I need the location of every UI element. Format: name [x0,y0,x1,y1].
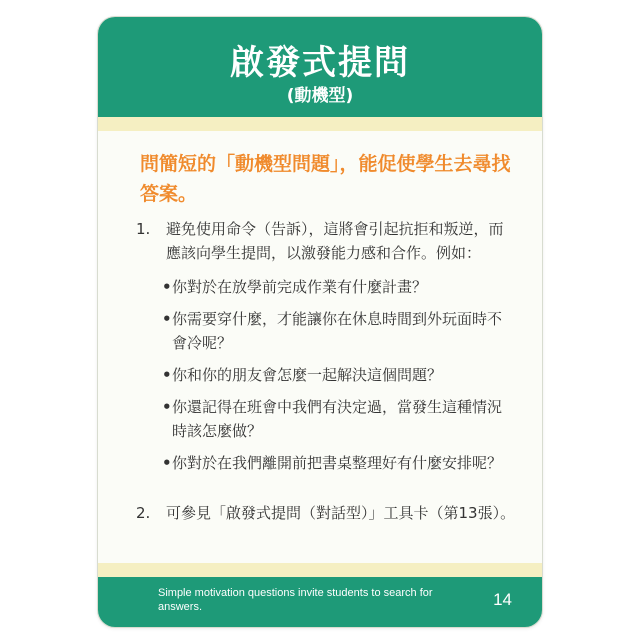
bullet-dot-icon: • [162,398,172,416]
bullet-text: 你對於在放學前完成作業有什麼計畫？ [172,278,428,296]
bullet-dot-icon: • [162,278,172,296]
numbered-list [136,217,516,525]
bullet-item [162,451,516,475]
footer-divider-strip [98,563,542,577]
card-footer [98,577,542,627]
bullet-text: 你需要穿什麼，才能讓你在休息時間到外玩面時不會冷呢？ [172,310,503,352]
list-item-1 [136,217,516,483]
list-number: 2. [136,504,151,522]
card-title: 啟發式提問 [230,43,410,83]
bullet-dot-icon: • [162,454,172,472]
list-item-text: 避免使用命令（告訴），這將會引起抗拒和叛逆，而應該向學生提問，以激發能力感和合作。例如： [166,220,504,262]
card-header [98,17,542,117]
card-subtitle: (動機型) [286,86,354,106]
tool-card [97,16,543,628]
example-questions [162,275,516,475]
list-number: 1. [136,220,151,238]
bullet-dot-icon: • [162,366,172,384]
footer-caption: Simple motivation questions invite students to search for answers. [158,587,433,613]
bullet-text: 你對於在我們離開前把書桌整理好有什麼安排呢？ [172,454,503,472]
bullet-item [162,275,516,299]
bullet-item [162,395,516,443]
bullet-text: 你還記得在班會中我們有決定過，當發生這種情況時該怎麼做？ [172,398,503,440]
list-item-text: 可參見「啟發式提問（對話型）」工具卡（第13張）。 [166,504,516,522]
bullet-dot-icon: • [162,310,172,328]
list-item-2 [136,501,516,525]
lead-statement: 問簡短的「動機型問題」，能促使學生去尋找答案。 [140,153,511,205]
bullet-item [162,363,516,387]
header-divider-strip [98,117,542,131]
bullet-text: 你和你的朋友會怎麼一起解決這個問題？ [172,366,443,384]
page-number: 14 [493,590,512,609]
bullet-item [162,307,516,355]
